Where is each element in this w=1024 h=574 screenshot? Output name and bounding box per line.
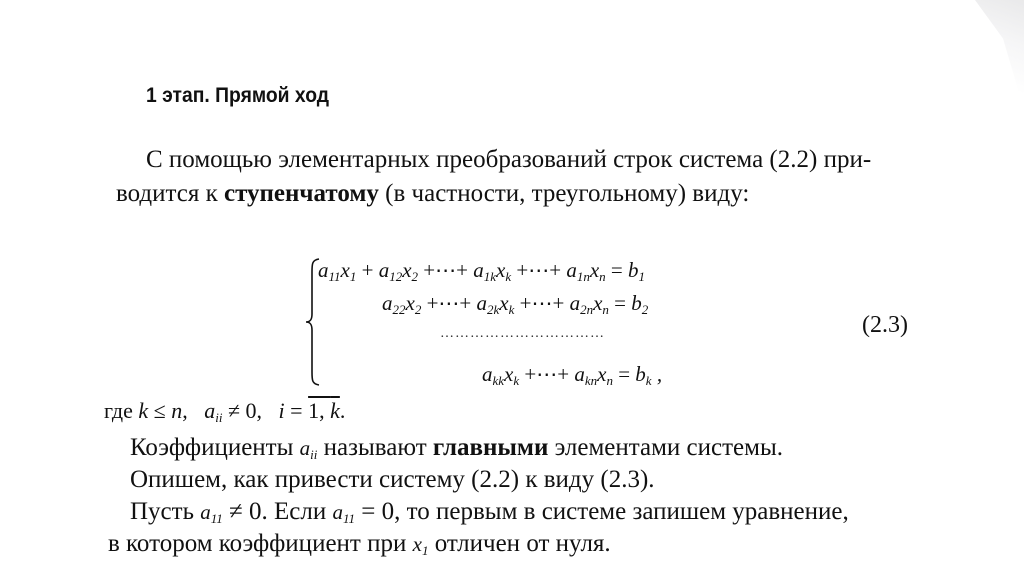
- equation-dots-row: ……………………………: [440, 326, 605, 341]
- intro-line-1: С помощью элементарных преобразований строк система (2.2) при-: [146, 146, 872, 173]
- equation-number: (2.3): [862, 312, 908, 338]
- coef-bold-term: главными: [432, 434, 549, 461]
- let-end: , то первым в системе запишем уравнение,: [394, 498, 849, 525]
- equation-row-1: $a_{11}x_1 + a_{12}x_2$ +⋯+ $a_{1k}x_k$ +⋯+ $a_{1n}x_n = b_1$: [318, 258, 645, 284]
- coef-middle: называют: [317, 434, 433, 461]
- section-heading: 1 этап. Прямой ход: [146, 84, 330, 107]
- corner-decoration: [954, 0, 1024, 110]
- intro-line-2: [116, 177, 749, 210]
- last-start: в котором коэффициент при: [108, 530, 413, 557]
- equation-row-k: $a_{kk}x_k$ +⋯+ $a_{kn}x_n = b_k$ ,: [482, 362, 663, 388]
- describe-line: Опишем, как привести систему (2.2) к виду (2.3).: [130, 466, 655, 493]
- let-mid: . Если: [261, 498, 333, 525]
- equation-row-2: $a_{22}x_2$ +⋯+ $a_{2k}x_k$ +⋯+ $a_{2n}x_n = b_2$: [382, 291, 649, 317]
- conditions-line: где k ≤ n, $a_{ii} \ne 0$, i = 1, k.: [104, 398, 346, 425]
- last-end: отличен от нуля.: [428, 530, 611, 557]
- let-line: Пусть $a_{11} \ne 0$. Если $a_{11} = 0$, то первым в системе запишем уравнение,: [130, 498, 849, 526]
- where-word: где: [104, 398, 133, 423]
- intro-line-2-start: водится к: [116, 180, 224, 207]
- coef-after: элементами системы.: [548, 434, 783, 461]
- intro-bold-term: ступенчатому: [223, 180, 379, 207]
- let-start: Пусть: [130, 498, 201, 525]
- intro-line-2-end: (в частности, треугольному) виду:: [378, 180, 750, 207]
- coefficients-line: Коэффициенты $a_{ii}$ называют главными элементами системы.: [130, 434, 783, 462]
- coef-before: Коэффициенты: [130, 434, 300, 461]
- last-line: в котором коэффициент при $x_1$ отличен от нуля.: [108, 530, 611, 558]
